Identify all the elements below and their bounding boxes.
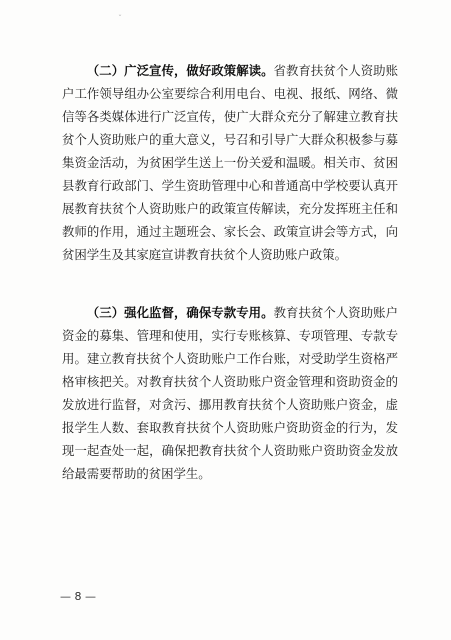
paragraph-body-publicity: 省教育扶贫个人资助账户工作领导组办公室要综合利用电台、电视、报纸、网络、微信等各类媒体进行广泛宣传，使广大群众充分了解建立教育扶贫个人资助账户的重大意义，号召和引导广大群众积极参与募集资金活动，为贫困学生送上一份关爱和温暖。相关市、贫困县教育行政部门、学生资助管理中心和普通高中学校要认真开展教育扶贫个人资助账户的政策宣传解读，充分发挥班主任和教师的作用，通过主题班会、家长会、政策宣讲会等方式，向贫困学生及其家庭宣讲教育扶贫个人资助账户政策。 [62,63,399,262]
paragraph-body-supervision: 教育扶贫个人资助账户资金的募集、管理和使用，实行专账核算、专项管理、专款专用。建立教育扶贫个人资助账户工作台账，对受助学生资格严格审核把关。对教育扶贫个人资助账户资金管理和资助资金的发放进行监督，对贪污、挪用教育扶贫个人资助账户资金，虚报学生人数、套取教育扶贫个人资助账户资助资金的行为，发现一起查处一起，确保把教育扶贫个人资助账户资助资金发放给最需要帮助的贫困学生。 [62,305,399,481]
paragraph-publicity [62,59,398,266]
page-number: — 8 — [60,590,96,603]
paragraph-supervision [62,301,398,485]
section-heading-publicity: （二）广泛宣传，做好政策解读。 [86,63,274,78]
section-heading-supervision: （三）强化监督，确保专款专用。 [86,305,274,320]
scan-mark: ˇ [118,14,123,23]
